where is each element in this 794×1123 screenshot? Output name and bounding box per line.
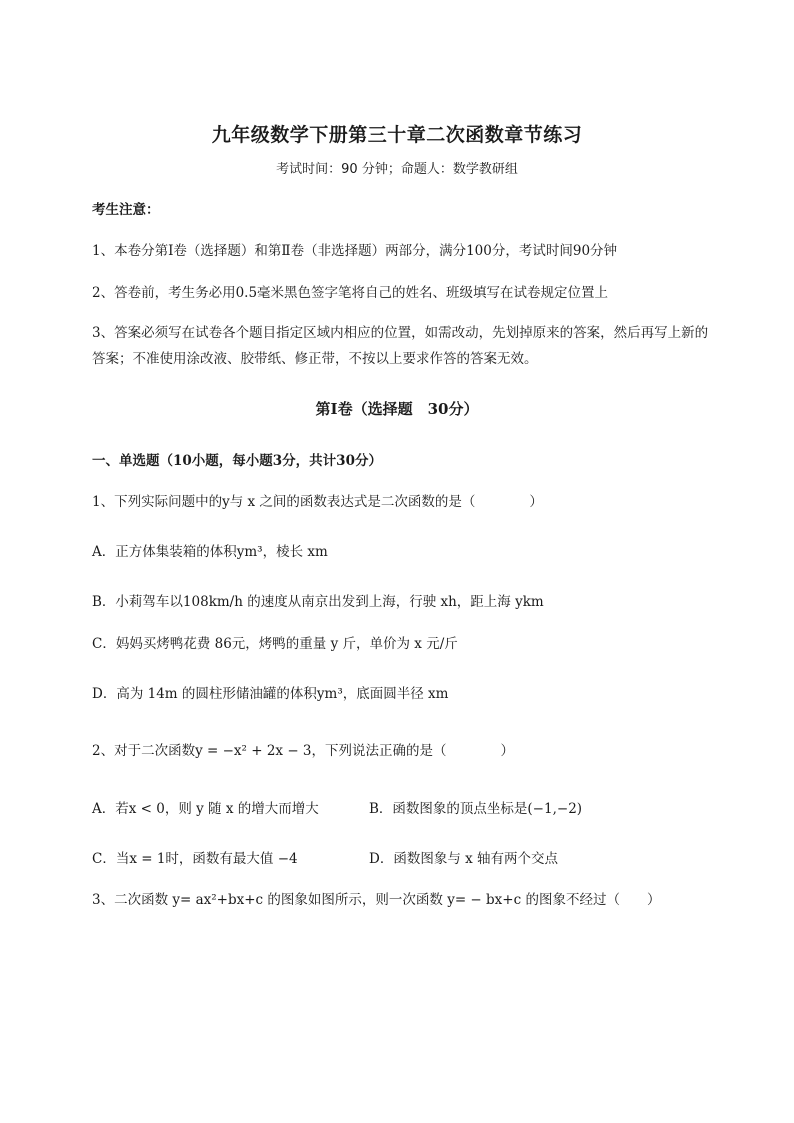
page-title: 九年级数学下册第三十章二次函数章节练习 (211, 124, 583, 146)
notice-heading: 考生注意： (92, 202, 160, 218)
question-2-option-b: B．函数图象的顶点坐标是(−1,−2) (369, 801, 583, 817)
notice-item-1: 1、本卷分第Ⅰ卷（选择题）和第Ⅱ卷（非选择题）两部分，满分100分，考试时间90分钟 (92, 243, 618, 259)
part-heading: 一、单选题（10小题，每小题3分，共计30分） (92, 453, 382, 469)
question-2-stem: 2、对于二次函数y = −x² + 2x − 3，下列说法正确的是（ ） (92, 743, 515, 759)
question-1-stem: 1、下列实际问题中的y与 x 之间的函数表达式是二次函数的是（ ） (92, 494, 543, 510)
question-1-option-b: B．小莉驾车以108km/h 的速度从南京出发到上海，行驶 xh，距上海 ykm (92, 594, 544, 610)
question-1-option-d: D．高为 14m 的圆柱形储油罐的体积ym³，底面圆半径 xm (92, 686, 449, 702)
question-2-option-a: A．若x < 0，则 y 随 x 的增大而增大 (92, 801, 319, 817)
exam-info: 考试时间：90 分钟；命题人：数学教研组 (276, 162, 518, 177)
question-1-option-c: C．妈妈买烤鸭花费 86元，烤鸭的重量 y 斤，单价为 x 元/斤 (92, 636, 458, 652)
question-2-option-d: D．函数图象与 x 轴有两个交点 (369, 851, 559, 867)
question-3-stem: 3、二次函数 y= ax²+bx+c 的图象如图所示，则一次函数 y= − bx+c 的图象不经过（ ） (92, 892, 661, 908)
notice-item-3: 3、答案必须写在试卷各个题目指定区域内相应的位置，如需改动，先划掉原来的答案，然后再写上新的答案；不准使用涂改液、胶带纸、修正带，不按以上要求作答的答案无效。 (92, 325, 709, 367)
question-2-option-c: C．当x = 1时，函数有最大值 −4 (92, 851, 298, 867)
question-1-option-a: A．正方体集装箱的体积ym³，棱长 xm (92, 544, 328, 560)
section-title: 第Ⅰ卷（选择题 30分） (315, 400, 479, 418)
notice-item-2: 2、答卷前，考生务必用0.5毫米黑色签字笔将自己的姓名、班级填写在试卷规定位置上 (92, 285, 609, 301)
